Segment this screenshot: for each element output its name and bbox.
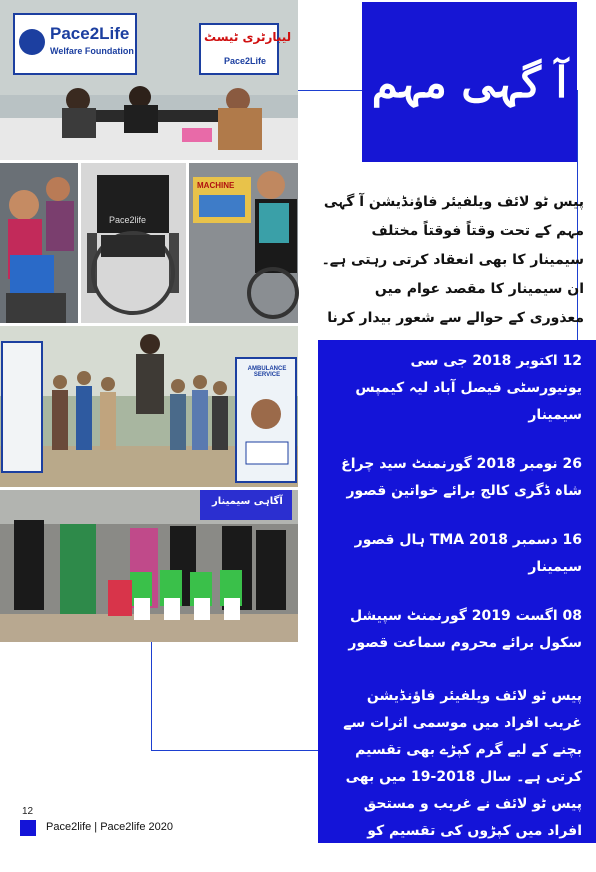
event-item: 08 اگست 2019 گورنمنٹ سپیشل سکول برائے محروم سماعت قصور (348, 608, 582, 651)
seminar-sign-text: آگاہی سیمینار (212, 496, 283, 507)
intro-paragraph: پیس ٹو لائف ویلفیئر فاؤنڈیشن آ گہی مہم کے تحت وقتاً فوقتاً مختلف سیمینار کا بھی انعقاد کرتی رہتی ہے۔ان سیمینار کا مقصد عوام میں معذوری کے حوالے سے شعور بیدار کرنا (321, 194, 584, 326)
page-number: 12 (22, 806, 34, 817)
event-item: 16 دسمبر 2018 TMA ہال قصور سیمینار (354, 532, 582, 575)
event-item: 26 نومبر 2018 گورنمنٹ سید چراغ شاہ ڈگری کالج برائے خواتین قصور (341, 456, 582, 499)
photo-wheelchair (81, 163, 186, 323)
ambulance-sign-text: AMBULANCE SERVICE (247, 366, 287, 378)
banner-brand-text: Pace2Life (50, 24, 130, 43)
connector-top (298, 90, 362, 91)
photo-seminar-group (0, 490, 298, 642)
connector-left-vertical (151, 642, 152, 750)
events-panel (318, 340, 596, 866)
wheelchair-brand-text: Pace2life (109, 215, 147, 225)
banner-sub-text: Welfare Foundation (50, 46, 134, 56)
distribution-paragraph: پیس ٹو لائف ویلفیئر فاؤنڈیشن غریب افراد میں موسمی اثرات سے بچنے کے لیے گرم کپڑے بھی تقسیم کرتی ہے۔ سال 2018-19 میں بھی پیس ٹو لائف نے غریب و مستحق افراد میں کپڑوں کی تقسیم کو یقینی بنایا۔ (343, 688, 582, 866)
connector-bottom (151, 750, 318, 751)
page-title: آ گہی مہم (371, 57, 568, 107)
photo-children-banners (0, 326, 298, 487)
photo-sewing-machine (189, 163, 298, 323)
lab-brand-text: Pace2Life (224, 56, 267, 66)
machine-sign-text: MACHINE (197, 181, 235, 190)
footer-square-icon (20, 820, 36, 836)
lab-sign-text: لیبارٹری ٹیسٹ (204, 30, 292, 44)
photo-medical-camp (0, 0, 298, 160)
event-item: 12 اکتوبر 2018 جی سی یونیورسٹی فیصل آباد لیہ کیمپس سیمینار (355, 353, 582, 423)
photo-children-bags (0, 163, 78, 323)
title-box (362, 2, 577, 162)
footer-text: Pace2life | Pace2life 2020 (46, 821, 173, 833)
